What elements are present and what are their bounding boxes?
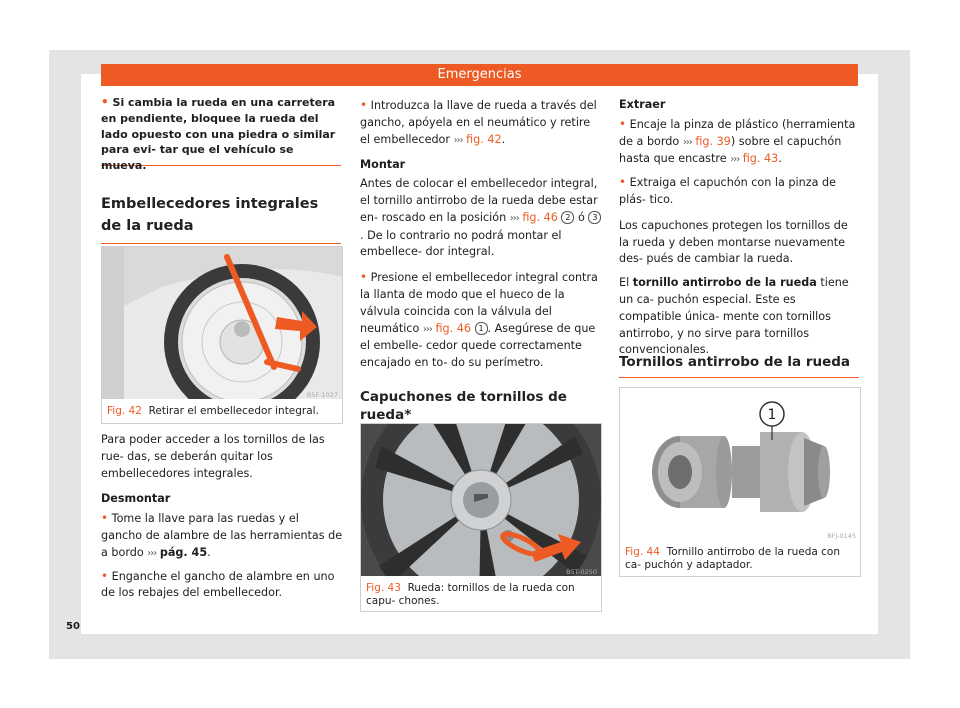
bullet-icon: • <box>619 175 627 190</box>
figure-reference-link[interactable]: fig. 46 <box>435 321 471 335</box>
figure-42 <box>101 246 343 424</box>
subheading-montar: Montar <box>360 158 406 172</box>
paragraph: Los capuchones protegen los tornillos de la rueda y deben montarse nuevamente des- pués de cambiar la rueda. <box>619 218 848 266</box>
bullet-icon: • <box>360 98 368 112</box>
section-title-capuchones: Capuchones de tornillos de rueda* <box>360 388 600 431</box>
column-1 <box>101 432 343 602</box>
bullet-item: • Enganche el gancho de alambre en uno de los rebajes del embellecedor. <box>101 568 335 600</box>
montar-paragraph: Antes de colocar el embellecedor integral, el tornillo antirrobo de la rueda debe estar en- roscado en la posición ››› fig. 46 2 ó 3. De lo contrario no podrá montar el embellece- dor integral. <box>360 176 602 261</box>
wheel-cover-image <box>102 247 342 399</box>
bullet-icon: • <box>619 116 627 131</box>
arrows-icon: ››› <box>453 134 463 146</box>
figure-reference-link[interactable]: fig. 46 <box>522 210 558 224</box>
callout-number: 2 <box>561 211 574 224</box>
figure-reference-link[interactable]: fig. 43 <box>742 152 779 166</box>
figure-label: Fig. 44 <box>625 546 660 558</box>
figure-code: B5F-1027 <box>306 391 338 399</box>
bullet-icon: • <box>101 568 109 583</box>
figure-caption <box>625 546 855 572</box>
section-title-embellecedores: Embellecedores integrales de la rueda <box>101 193 341 244</box>
paragraph: El tornillo antirrobo de la rueda tiene un ca- puchón especial. Este es compatible única- mente con tornillos antirrobo, y no sirve para tornillos convencionales. <box>619 276 849 357</box>
arrows-icon: ››› <box>147 547 157 559</box>
callout-number: 3 <box>588 211 601 224</box>
column-3 <box>619 97 861 359</box>
arrows-icon: ››› <box>422 323 432 335</box>
bullet-item: • Introduzca la llave de rueda a través del gancho, apóyela en el neumático y retire el embellecedor ››› fig. 42. <box>360 98 597 146</box>
figure-caption <box>107 405 337 418</box>
column-2 <box>360 97 602 372</box>
page-reference-link[interactable]: pág. 45 <box>159 545 208 559</box>
caption-text: Rueda: tornillos de la rueda con capu- chones. <box>366 582 575 607</box>
figure-reference-link[interactable]: fig. 39 <box>695 134 731 148</box>
bullet-icon: • <box>360 270 368 285</box>
alloy-wheel-image <box>361 424 601 576</box>
figure-code: B5T-0250 <box>566 568 597 576</box>
caption-text: Retirar el embellecedor integral. <box>148 405 319 417</box>
warning-box <box>101 95 341 173</box>
bullet-icon: • <box>101 95 109 109</box>
bullet-icon: • <box>101 511 109 526</box>
figure-43 <box>360 423 602 612</box>
antitheft-bolt-image <box>620 388 860 540</box>
figure-label: Fig. 42 <box>107 405 142 417</box>
arrows-icon: ››› <box>509 212 519 224</box>
bullet-item: • Tome la llave para las ruedas y el gancho de alambre de las herramientas de a bordo ››› pág. 45. <box>101 511 343 559</box>
subheading-desmontar: Desmontar <box>101 492 171 506</box>
subheading-extraer: Extraer <box>619 98 666 111</box>
callout-marker: 1 <box>767 407 777 423</box>
callout-number: 1 <box>475 322 488 335</box>
warning-text: Si cambia la rueda en una carretera en pendiente, bloquee la rueda del lado opuesto con una piedra o similar para evi- tar que el vehículo se mueva. <box>101 96 336 173</box>
caption-text: Tornillo antirrobo de la rueda con ca- puchón y adaptador. <box>625 546 841 571</box>
section-header: Emergencias <box>101 64 858 86</box>
section-title-tornillos: Tornillos antirrobo de la rueda <box>619 353 859 378</box>
bullet-item: • Encaje la pinza de plástico (herramienta de a bordo ››› fig. 39) sobre el capuchón hasta que encastre ››› fig. 43. <box>619 116 856 166</box>
figure-44 <box>619 387 861 577</box>
figure-reference-link[interactable]: fig. 42 <box>466 132 502 146</box>
figure-code: BFJ-0145 <box>827 532 856 540</box>
figure-label: Fig. 43 <box>366 582 401 594</box>
arrows-icon: ››› <box>730 154 740 166</box>
figure-caption <box>366 582 596 608</box>
arrows-icon: ››› <box>682 136 692 148</box>
intro-paragraph: Para poder acceder a los tornillos de las rue- das, se deberán quitar los embellecedores integrales. <box>101 433 325 480</box>
bullet-item: • Extraiga el capuchón con la pinza de plás- tico. <box>619 175 837 206</box>
bullet-item: • Presione el embellecedor integral contra la llanta de modo que el hueco de la válvula coincida con la válvula del neumático ››› fig. 46 1 . Asegúrese de que el embelle- cedor quede correctamente encajado en to- do su perímetro. <box>360 270 598 370</box>
page-number: 50 <box>66 621 80 632</box>
